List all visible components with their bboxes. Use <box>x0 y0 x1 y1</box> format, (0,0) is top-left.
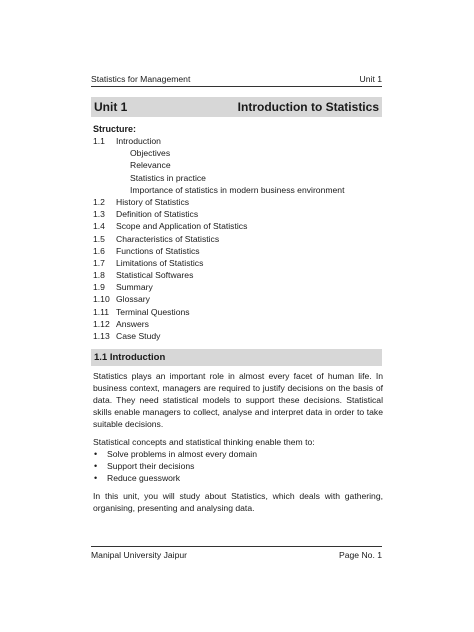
structure-item-label: Answers <box>116 318 149 329</box>
structure-item-number: 1.9 <box>93 282 105 293</box>
structure-item-number: 1.3 <box>93 209 105 220</box>
list-item: • Support their decisions <box>94 461 195 472</box>
structure-item <box>93 281 393 293</box>
structure-item-label: Glossary <box>116 294 150 305</box>
structure-item-number: 1.5 <box>93 233 105 244</box>
structure-item <box>93 306 393 318</box>
structure-item <box>93 293 393 305</box>
structure-list <box>93 135 393 342</box>
structure-item-number: 1.6 <box>93 245 105 256</box>
structure-item-label: Summary <box>116 282 153 293</box>
structure-item-label: Limitations of Statistics <box>116 257 204 268</box>
structure-item <box>93 172 393 184</box>
bullet-icon: • <box>94 461 98 472</box>
structure-item-label: Case Study <box>116 331 161 341</box>
running-header <box>91 72 382 84</box>
footer-rule <box>91 546 382 547</box>
structure-item-number: 1.1 <box>93 136 105 146</box>
structure-item-number: 1.8 <box>93 270 105 281</box>
structure-item-label: Importance of statistics in modern business environment <box>130 184 345 195</box>
structure-item-label: Statistics in practice <box>130 172 206 183</box>
unit-title: Introduction to Statistics <box>237 100 379 114</box>
running-footer <box>91 550 382 562</box>
structure-item-number: 1.11 <box>93 306 110 317</box>
page-number: Page No. 1 <box>339 550 382 560</box>
structure-item-label: Terminal Questions <box>116 306 190 317</box>
structure-item <box>93 318 393 330</box>
structure-item-label: Introduction <box>116 136 161 146</box>
unit-number: Unit 1 <box>94 100 128 114</box>
footer-institution: Manipal University Jaipur <box>91 550 187 560</box>
bullet-list <box>93 448 257 484</box>
structure-item-number: 1.10 <box>93 294 110 305</box>
structure-item-label: Characteristics of Statistics <box>116 233 220 244</box>
structure-item-label: Functions of Statistics <box>116 245 200 256</box>
structure-item <box>93 196 393 208</box>
structure-heading: Structure: <box>93 124 137 134</box>
structure-item-number: 1.13 <box>93 331 110 341</box>
structure-item <box>93 147 393 159</box>
unit-title-bar <box>91 97 382 117</box>
structure-item <box>93 184 393 196</box>
structure-item <box>93 135 393 147</box>
structure-item-label: Relevance <box>130 160 171 171</box>
structure-item <box>93 233 393 245</box>
structure-item <box>93 159 393 171</box>
structure-item-label: Definition of Statistics <box>116 209 199 220</box>
structure-item-label: Scope and Application of Statistics <box>116 221 248 232</box>
structure-item-label: Statistical Softwares <box>116 270 194 281</box>
bullet-icon: • <box>94 473 98 484</box>
structure-item-number: 1.2 <box>93 196 105 207</box>
paragraph: In this unit, you will study about Statistics, which deals with gathering, organising, presenting and analysing data. <box>93 491 383 514</box>
header-unit: Unit 1 <box>359 74 382 84</box>
list-item: • Reduce guesswork <box>94 473 181 484</box>
structure-item <box>93 257 393 269</box>
section-heading-bar <box>91 349 382 366</box>
structure-item <box>93 330 393 342</box>
paragraph: Statistical concepts and statistical thinking enable them to: <box>93 437 315 447</box>
section-title: 1.1 Introduction <box>94 352 166 363</box>
structure-item <box>93 269 393 281</box>
header-rule <box>91 86 382 87</box>
list-item: • Solve problems in almost every domain <box>94 449 257 459</box>
paragraph: Statistics plays an important role in almost every facet of human life. In business context, managers are required to justify decisions on the basis of data. They need statistical models to support these decisions. Statistical skills enable managers to collect, analyse and interpret data in order to take suitable decisions. <box>93 371 383 430</box>
structure-item-number: 1.7 <box>93 257 105 268</box>
bullet-icon: • <box>94 449 98 459</box>
structure-item-number: 1.12 <box>93 318 110 329</box>
structure-item-label: Objectives <box>130 148 171 159</box>
header-book-title: Statistics for Management <box>91 74 191 84</box>
structure-item <box>93 245 393 257</box>
structure-item <box>93 220 393 232</box>
structure-item <box>93 208 393 220</box>
structure-item-label: History of Statistics <box>116 196 190 207</box>
structure-item-number: 1.4 <box>93 221 105 232</box>
